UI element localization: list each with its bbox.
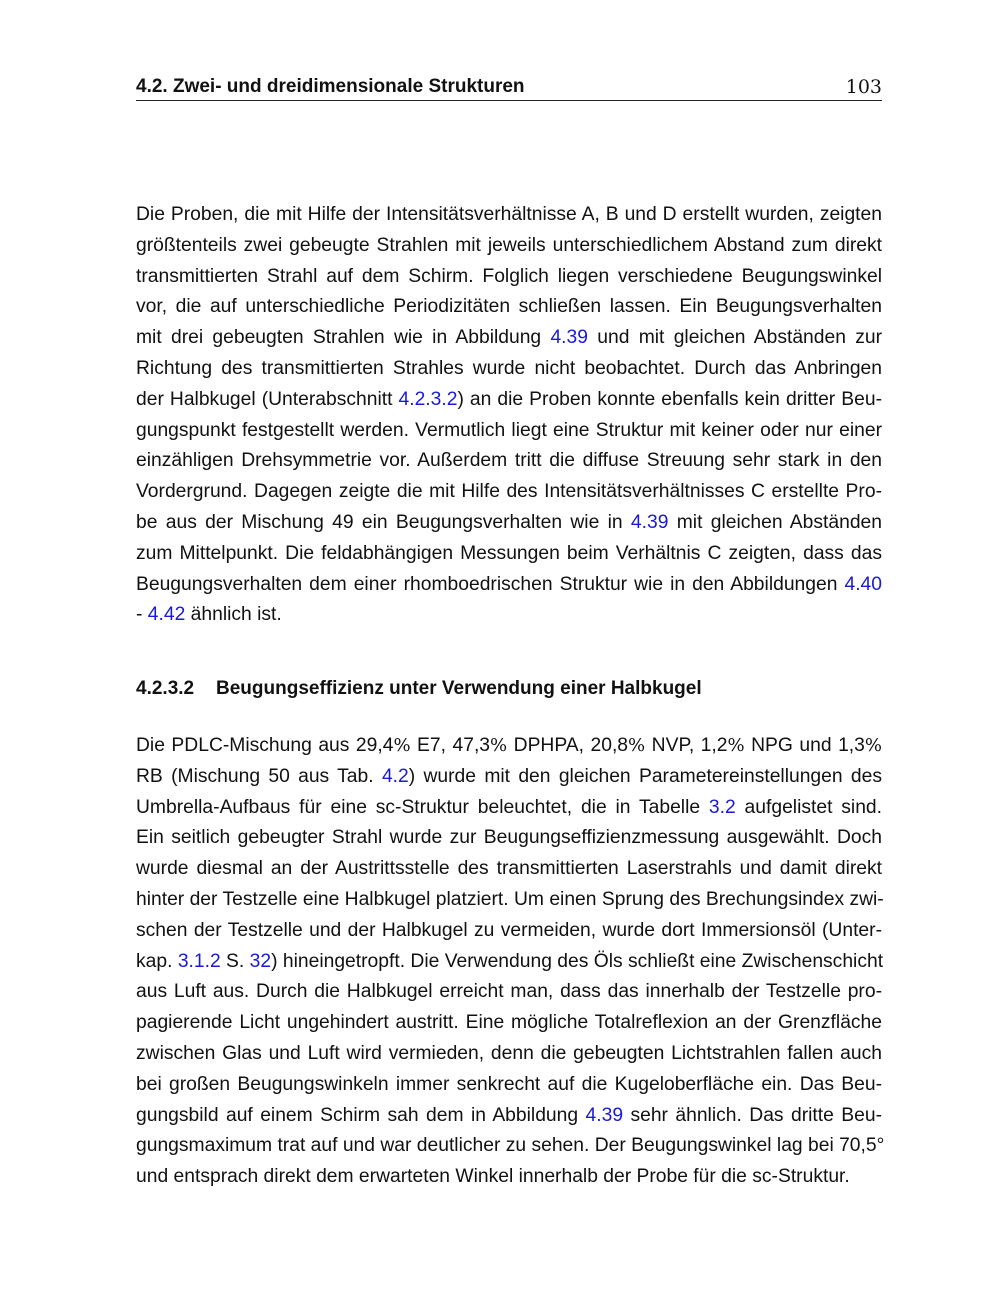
text-line: [136, 508, 882, 539]
text-run: S.: [220, 950, 250, 972]
text-line: [136, 231, 882, 262]
text-line: [136, 1070, 882, 1101]
text-run: Richtung des transmittierten Strahles wurde nicht beobachtet. Durch das Anbringen: [136, 357, 882, 379]
text-run: RB (Mischung 50 aus Tab.: [136, 765, 382, 787]
text-run: mit gleichen Abständen: [668, 511, 882, 533]
text-run: einzähligen Drehsymmetrie vor. Außerdem tritt die diffuse Streuung sehr stark in den: [136, 450, 882, 472]
text-line: [136, 262, 882, 293]
text-run: schen der Testzelle und der Halbkugel zu vermeiden, wurde dort Immersionsöl (Unter-: [136, 919, 882, 941]
text-line: [136, 1008, 882, 1039]
text-run: Beugungsverhalten dem einer rhomboedrischen Struktur wie in den Abbildungen: [136, 573, 845, 595]
text-run: bei großen Beugungswinkeln immer senkrecht auf die Kugeloberfläche ein. Das Beu-: [136, 1073, 882, 1095]
cross-reference-link[interactable]: 32: [249, 950, 272, 972]
text-line: [136, 854, 882, 885]
text-line: [136, 385, 882, 416]
text-line: [136, 793, 882, 824]
text-line: [136, 762, 882, 793]
text-line: [136, 977, 882, 1008]
subsection-heading: [136, 678, 882, 700]
text-run: aufgelistet sind.: [735, 796, 882, 818]
cross-reference-link[interactable]: 4.39: [585, 1104, 624, 1126]
text-run: hinter der Testzelle eine Halbkugel platziert. Um einen Sprung des Brechungsindex zwi-: [136, 888, 884, 910]
text-run: DPHPA, 20,8: [507, 735, 629, 756]
text-run: ) an die Proben konnte ebenfalls kein dritter Beu-: [457, 388, 882, 410]
text-run: der Halbkugel (Unterabschnitt: [136, 388, 399, 410]
paragraph-2: [136, 731, 885, 1193]
text-run: ähnlich ist.: [185, 604, 282, 626]
percent-sign: %: [864, 735, 882, 756]
text-line: [136, 354, 882, 385]
text-line: [136, 823, 882, 854]
percent-sign: %: [490, 735, 508, 756]
text-run: vor, die auf unterschiedliche Periodizitäten schließen lassen. Ein Beugungsverhalten: [136, 296, 882, 318]
text-run: und entsprach direkt dem erwarteten Winkel innerhalb der Probe für die sc-Struktur.: [136, 1166, 850, 1188]
text-run: und mit gleichen Abständen zur: [587, 327, 882, 349]
text-line: [136, 446, 882, 477]
percent-sign: %: [628, 735, 646, 756]
cross-reference-link[interactable]: 4.2: [381, 765, 409, 787]
text-run: NPG und 1,3: [744, 735, 865, 756]
text-line: [136, 885, 882, 916]
text-line: [136, 200, 882, 231]
text-run: NVP, 1,2: [645, 735, 728, 756]
text-run: größtenteils zwei gebeugte Strahlen mit jeweils unterschiedlichem Abstand zum direkt: [136, 234, 882, 256]
text-run: pagierende Licht ungehindert austritt. Eine mögliche Totalreflexion an der Grenzfläche: [136, 1012, 882, 1034]
text-run: ) wurde mit den gleichen Parametereinstellungen des: [408, 765, 883, 787]
text-run: ) hineingetropft. Die Verwendung des Öls schließt eine Zwischenschicht: [271, 950, 884, 972]
subsection-number: 4.2.3.2: [136, 678, 195, 699]
text-line: [136, 1162, 882, 1193]
text-line: [136, 1131, 885, 1162]
text-run: kap.: [136, 950, 178, 972]
text-line: [136, 539, 882, 570]
text-line: [136, 323, 882, 354]
page-number: 103: [845, 76, 882, 98]
text-run: zwischen Glas und Luft wird vermieden, denn die gebeugten Lichtstrahlen fallen auch: [136, 1042, 882, 1064]
text-run: gungspunkt festgestellt werden. Vermutlich liegt eine Struktur mit keiner oder nur einer: [136, 419, 882, 441]
text-line: [136, 916, 882, 947]
running-head: [136, 74, 882, 101]
text-line: [136, 1039, 882, 1070]
text-line: [136, 292, 882, 323]
text-run: Vordergrund. Dagegen zeigte die mit Hilfe des Intensitätsverhältnisses C erstellte Pro-: [136, 481, 882, 503]
text-run: Ein seitlich gebeugter Strahl wurde zur Beugungseffizienzmessung ausgewählt. Doch: [136, 827, 882, 849]
text-run: mit drei gebeugten Strahlen wie in Abbildung: [136, 327, 551, 349]
text-line: [136, 600, 882, 631]
text-line: [136, 477, 882, 508]
text-line: [136, 1101, 882, 1132]
text-line: [136, 416, 882, 447]
text-run: Die Proben, die mit Hilfe der Intensitätsverhältnisse A, B und D erstellt wurden, zeigten: [136, 204, 882, 225]
text-run: E7, 47,3: [410, 735, 491, 756]
text-run: aus Luft aus. Durch die Halbkugel erreicht man, dass das innerhalb der Testzelle pro-: [136, 981, 882, 1003]
text-run: wurde diesmal an der Austrittsstelle des transmittierten Laserstrahls und damit direkt: [136, 858, 882, 880]
text-run: zum Mittelpunkt. Die feldabhängigen Messungen beim Verhältnis C zeigten, dass das: [136, 542, 882, 564]
paragraph-1: [136, 200, 882, 631]
cross-reference-link[interactable]: 4.39: [630, 511, 669, 533]
text-run: -: [136, 604, 148, 626]
cross-reference-link[interactable]: 3.2: [708, 796, 736, 818]
text-run: be aus der Mischung 49 ein Beugungsverhalten wie in: [136, 511, 631, 533]
cross-reference-link[interactable]: 4.2.3.2: [398, 388, 458, 410]
cross-reference-link[interactable]: 4.40: [844, 573, 882, 595]
subsection-title: Beugungseffizienz unter Verwendung einer Halbkugel: [216, 678, 702, 699]
text-run: gungsbild auf einem Schirm sah dem in Abbildung: [136, 1104, 586, 1126]
text-run: transmittierten Strahl auf dem Schirm. Folglich liegen verschiedene Beugungswinkel: [136, 265, 882, 287]
text-line: [136, 731, 882, 762]
cross-reference-link[interactable]: 3.1.2: [177, 950, 221, 972]
text-line: [136, 570, 882, 601]
text-run: gungsmaximum trat auf und war deutlicher zu sehen. Der Beugungswinkel lag bei 70,5°: [136, 1135, 885, 1157]
text-run: Umbrella-Aufbaus für eine sc-Struktur beleuchtet, die in Tabelle: [136, 796, 709, 818]
percent-sign: %: [727, 735, 745, 756]
text-run: sehr ähnlich. Das dritte Beu-: [623, 1104, 882, 1126]
section-title: 4.2. Zwei- und dreidimensionale Strukturen: [136, 76, 525, 97]
cross-reference-link[interactable]: 4.39: [550, 327, 588, 349]
text-run: Die PDLC-Mischung aus 29,4: [136, 735, 394, 756]
percent-sign: %: [393, 735, 411, 756]
cross-reference-link[interactable]: 4.42: [147, 604, 186, 626]
text-line: [136, 947, 882, 978]
